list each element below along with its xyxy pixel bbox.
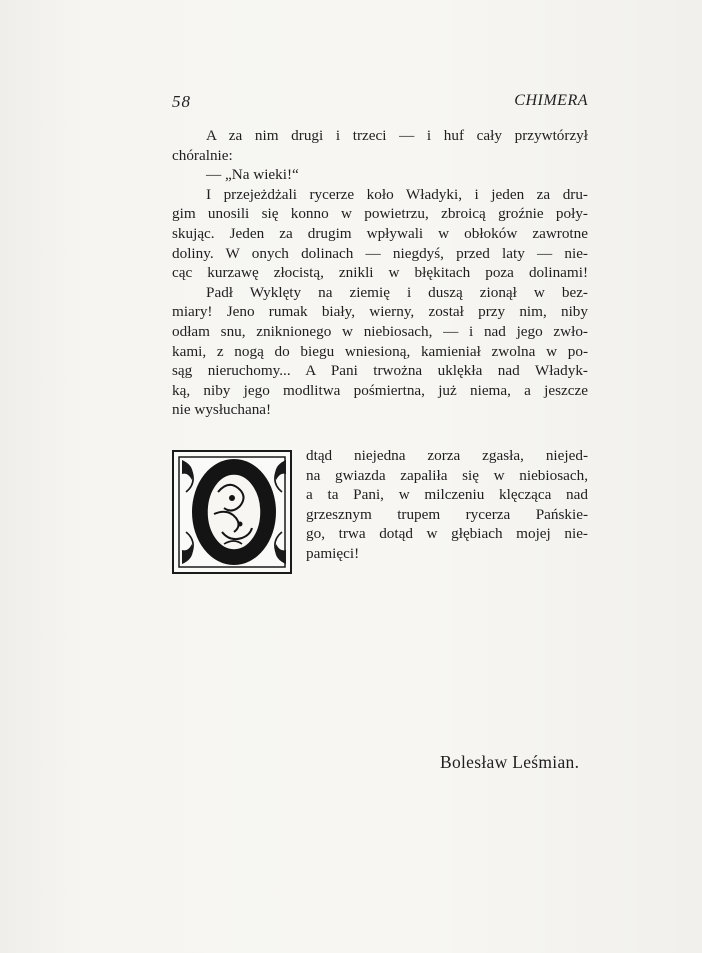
text-line: skując. Jeden za drugim wpływali w obłoków zawrotne [172,224,588,242]
text-line: miary! Jeno rumak biały, wierny, został przy nim, niby [172,303,588,321]
text-line: na gwiazda zapaliła się w niebiosach, [306,466,588,484]
text-line: odłam snu, zniknionego w niebiosach, — i nad jego zwło- [172,322,588,340]
drop-cap-paragraph [172,447,588,580]
text-line: nie wysłuchana! [172,401,272,419]
paragraph [172,283,588,420]
ornamental-initial-o [172,450,292,574]
ornament-icon [174,452,294,576]
text-line: cąc kurzawę złocistą, znikli w błękitach poza dolinami! [172,264,588,282]
text-line: pamięci! [306,544,360,562]
text-line: Padł Wyklęty na ziemię i duszą zionął w bez- [206,283,588,301]
text-line: I przejeżdżali rycerze koło Władyki, i jeden za dru- [206,185,588,203]
page-number: 58 [172,92,191,111]
text-line: grzesznym trupem rycerza Pańskie- [306,505,588,523]
text-line: doliny. W onych dolinach — niegdyś, przed laty — nie- [172,244,588,262]
text-line: — „Na wieki!“ [206,166,299,184]
text-line: kami, z nogą do biegu wniesioną, kamieniał zwolna w po- [172,342,588,360]
text-line: dtąd niejedna zorza zgasła, niejed- [306,447,588,464]
text-line: go, trwa dotąd w głębiach mojej nie- [306,525,588,543]
drop-cap-text [306,446,588,564]
author-signature: Bolesław Leśmian. [440,752,580,772]
body-text [172,126,588,420]
paragraph [172,126,588,165]
text-line: a ta Pani, w milczeniu klęcząca nad [306,486,588,504]
text-line: ką, niby jego modlitwa pośmiertna, już niema, a jeszcze [172,381,588,399]
text-line: chóralnie: [172,146,233,164]
text-line: gim unosili się konno w powietrzu, zbroicą groźnie poły- [172,205,588,223]
text-line: A za nim drugi i trzeci — i huf cały przywtórzył [206,127,588,144]
running-title: CHIMERA [514,92,588,109]
page-header [172,92,588,114]
paragraph [172,185,588,283]
text-line: sąg nieruchomy... A Pani trwożna uklękła nad Władyk- [172,362,588,380]
paragraph [172,165,588,185]
